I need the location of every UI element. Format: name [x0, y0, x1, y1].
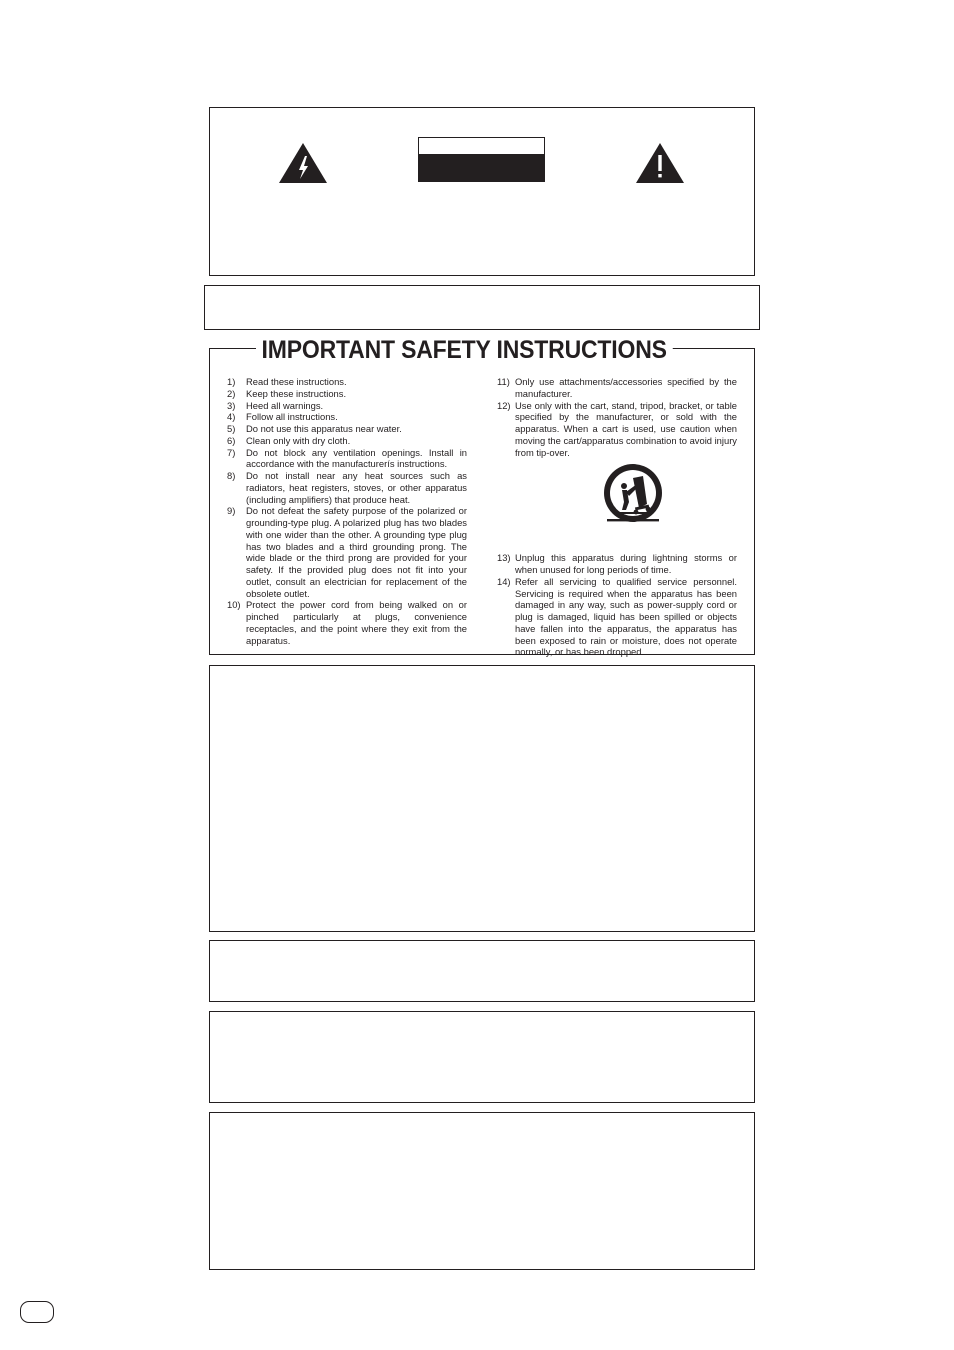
safety-item-text: Do not defeat the safety purpose of the polarized or grounding-type plug. A polarized plug has two blades with one wider than the other. A grounding type plug has two blades and a third grounding prong. The wide blade or the third prong are provided for your safety. If the provided plug does not fit into your outlet, consult an electrician for replacement of the obsolete outlet.: [246, 505, 467, 599]
exclamation-warning-icon: [635, 142, 685, 184]
safety-item: [497, 576, 737, 658]
safety-item: [227, 411, 467, 423]
safety-item: [227, 388, 467, 400]
safety-item-number: 1): [227, 376, 236, 387]
notice-box-3: [209, 1011, 755, 1103]
safety-item: [497, 552, 737, 576]
safety-item: [227, 599, 467, 646]
safety-list-right-bottom: [497, 552, 737, 658]
safety-item-text: Follow all instructions.: [246, 411, 338, 423]
warning-strip: [204, 285, 760, 330]
lightning-bolt-warning-icon: [278, 142, 328, 184]
safety-item-text: Only use attachments/accessories specified by the manufacturer.: [515, 376, 737, 399]
safety-item: [227, 505, 467, 599]
safety-item-text: Read these instructions.: [246, 376, 347, 387]
safety-item-number: 14): [497, 575, 511, 587]
safety-item-text: Use only with the cart, stand, tripod, bracket, or table specified by the manufacturer, or sold with the apparatus. When a cart is used, use caution when moving the cart/apparatus combination to avoid injury from tip-over.: [515, 399, 737, 458]
safety-item-number: 11): [497, 376, 510, 387]
safety-item-number: 13): [497, 552, 511, 564]
safety-item: [227, 470, 467, 505]
notice-box-2: [209, 940, 755, 1002]
safety-item: [227, 435, 467, 447]
safety-item: [227, 376, 467, 388]
safety-item-text: Do not install near any heat sources such as radiators, heat registers, stoves, or other apparatus (including amplifiers) that produce heat.: [246, 470, 467, 505]
safety-item: [227, 400, 467, 412]
safety-list-right-top: [497, 376, 737, 458]
notice-box-4: [209, 1112, 755, 1270]
safety-item-number: 5): [227, 423, 236, 434]
caution-box: [209, 107, 755, 276]
safety-item-number: 9): [227, 505, 236, 517]
safety-item-number: 3): [227, 399, 236, 411]
safety-list-left: [227, 376, 467, 646]
safety-item-text: Do not block any ventilation openings. Install in accordance with the manufacturerís instructions.: [246, 446, 467, 470]
safety-item-number: 6): [227, 434, 236, 446]
safety-title: IMPORTANT SAFETY INSTRUCTIONS: [256, 336, 672, 365]
safety-item-number: 8): [227, 470, 236, 481]
cart-tip-over-warning-icon: [599, 462, 667, 530]
safety-item: [227, 447, 467, 471]
safety-item-number: 12): [497, 399, 511, 411]
safety-item-number: 7): [227, 446, 236, 458]
safety-item-number: 10): [227, 599, 241, 611]
safety-item: [497, 376, 737, 400]
safety-item: [497, 400, 737, 459]
safety-item-text: Clean only with dry cloth.: [246, 434, 351, 446]
caution-label-fill: [419, 154, 544, 181]
language-badge: [20, 1301, 54, 1323]
safety-item-number: 2): [227, 387, 236, 399]
safety-item-text: Unplug this apparatus during lightning storms or when unused for long periods of time.: [515, 552, 737, 575]
safety-item-text: Do not use this apparatus near water.: [246, 423, 402, 434]
safety-item-text: Refer all servicing to qualified service personnel. Servicing is required when the apparatus has been damaged in any way, such as power-supply cord or plug is damaged, liquid has been spilled or objects have fallen into the apparatus, the apparatus has been exposed to rain or moisture, does not operate normally, or has been dropped.: [515, 575, 737, 658]
notice-box-1: [209, 665, 755, 932]
safety-item-text: Heed all warnings.: [246, 399, 324, 411]
safety-item-number: 4): [227, 411, 236, 423]
safety-item: [227, 423, 467, 435]
safety-item-text: Keep these instructions.: [246, 387, 347, 399]
caution-label: [418, 137, 545, 182]
safety-item-text: Protect the power cord from being walked on or pinched particularly at plugs, convenience receptacles, and the point where they exit from the apparatus.: [246, 599, 467, 646]
